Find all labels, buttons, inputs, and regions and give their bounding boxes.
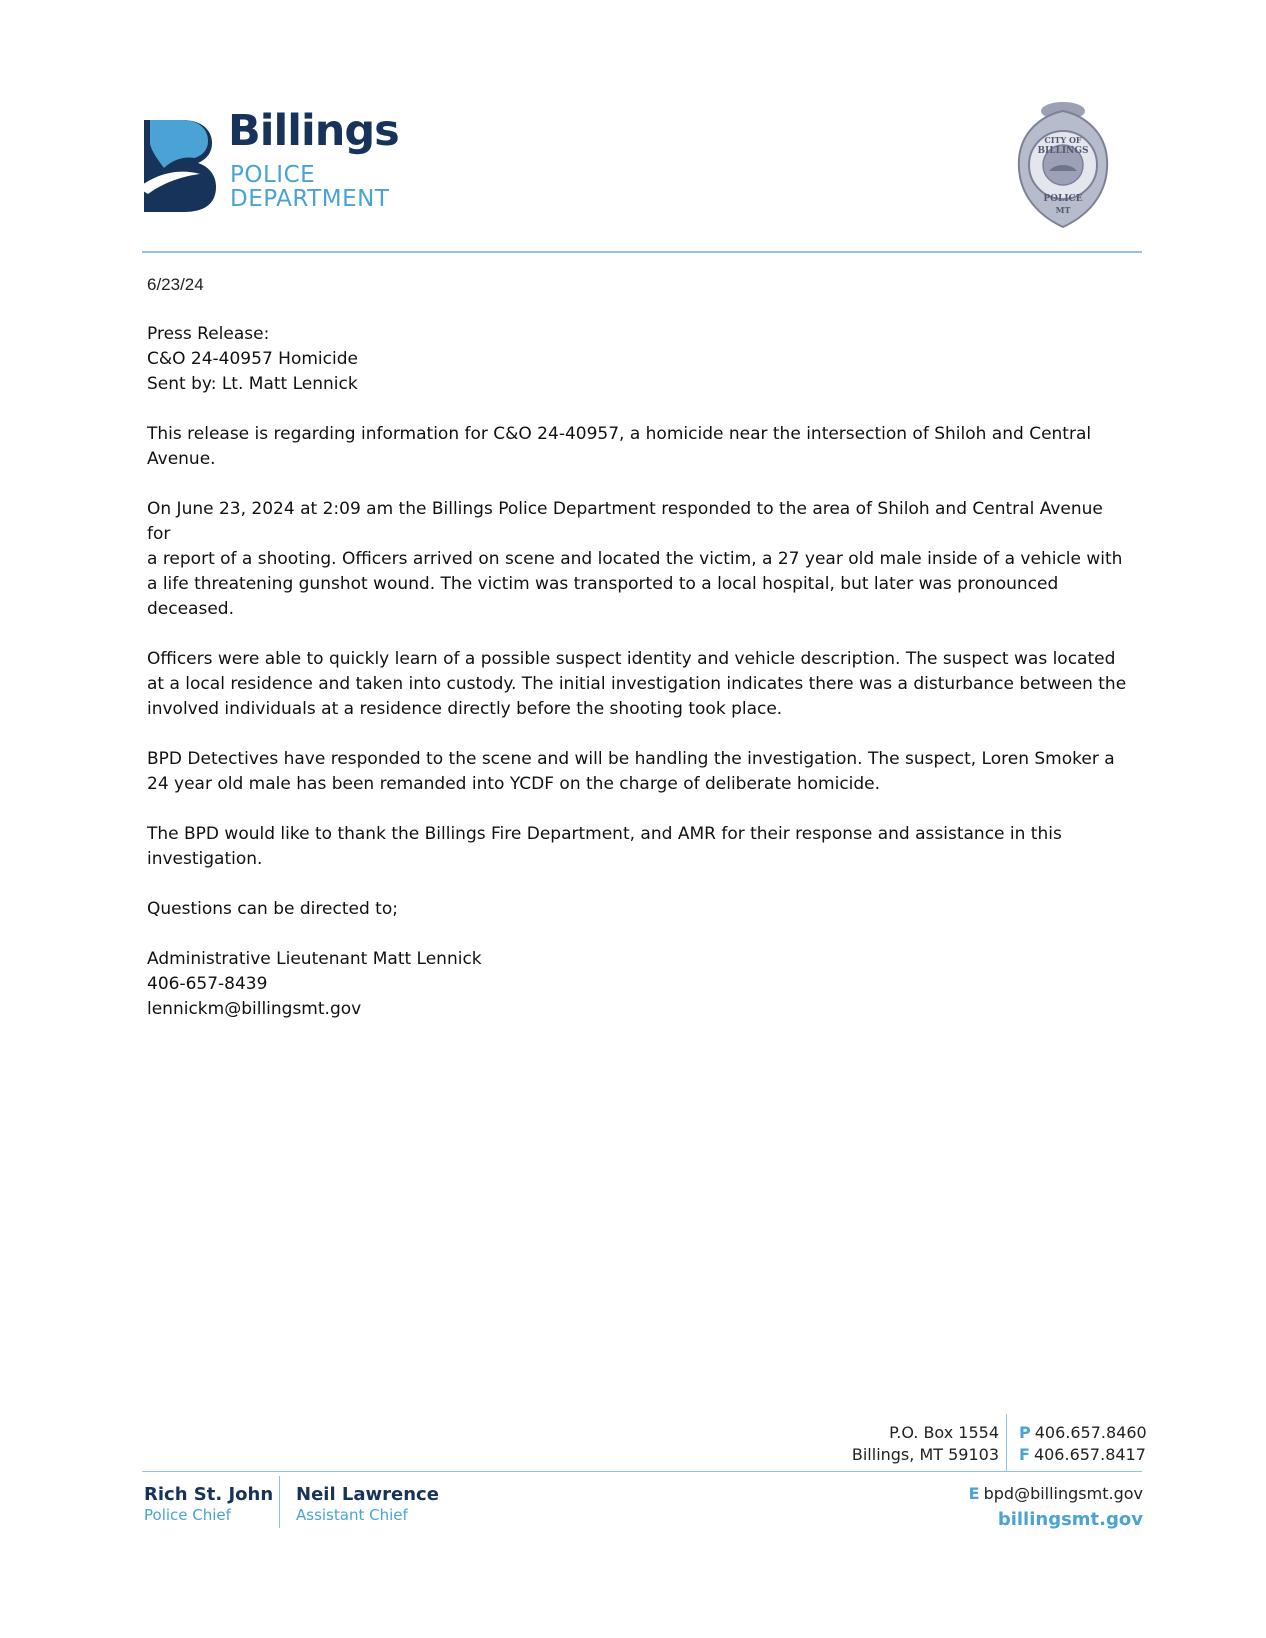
phone-label: P	[1019, 1423, 1031, 1442]
phone-fax-block	[1019, 1422, 1147, 1466]
svg-text:MT: MT	[1055, 205, 1071, 215]
text-line: involved individuals at a residence directly before the shooting took place.	[147, 699, 783, 719]
police-chief	[144, 1484, 273, 1524]
text-line: This release is regarding information for C&O 24-40957, a homicide near the intersection of Shiloh and Central	[147, 424, 1092, 444]
contact-name: Administrative Lieutenant Matt Lennick	[147, 949, 482, 969]
address-line: P.O. Box 1554	[889, 1423, 999, 1442]
contact-block	[147, 947, 1127, 1022]
fax-line	[1019, 1444, 1147, 1466]
fax-label: F	[1019, 1445, 1030, 1464]
chief-title: Police Chief	[144, 1506, 231, 1524]
text-line: The BPD would like to thank the Billings Fire Department, and AMR for their response and assistance in this	[147, 824, 1062, 844]
email-address[interactable]: bpd@billingsmt.gov	[983, 1484, 1143, 1503]
contact-email[interactable]: lennickm@billingsmt.gov	[147, 999, 362, 1019]
footer-divider-vertical	[279, 1476, 280, 1528]
assistant-title: Assistant Chief	[296, 1506, 408, 1524]
paragraph-questions	[147, 897, 1127, 922]
svg-text:BILLINGS: BILLINGS	[1037, 146, 1089, 156]
footer-divider-vertical	[1006, 1414, 1007, 1472]
website-link[interactable]: billingsmt.gov	[997, 1509, 1143, 1530]
svg-text:POLICE: POLICE	[1043, 194, 1083, 204]
text-line: at a local residence and taken into custody. The initial investigation indicates there was a disturbance between the	[147, 674, 1127, 694]
release-date: 6/23/24	[147, 275, 204, 294]
police-badge-icon	[1013, 97, 1113, 229]
department-logo	[138, 106, 418, 222]
text-line: a report of a shooting. Officers arrived on scene and located the victim, a 27 year old male inside of a vehicle with	[147, 549, 1123, 569]
paragraph-investigation	[147, 747, 1127, 797]
assistant-name: Neil Lawrence	[296, 1484, 439, 1505]
text-line: Officers were able to quickly learn of a possible suspect identity and vehicle description. The suspect was located	[147, 649, 1116, 669]
billings-b-logo-icon	[138, 116, 218, 214]
chief-name: Rich St. John	[144, 1484, 274, 1505]
paragraph-thanks	[147, 822, 1127, 872]
text-line: BPD Detectives have responded to the scene and will be handling the investigation. The suspect, Loren Smoker a	[147, 749, 1115, 769]
press-release-body	[147, 322, 1127, 1047]
mailing-address	[852, 1422, 999, 1466]
text-line: Questions can be directed to;	[147, 899, 398, 919]
logo-subtitle-department: DEPARTMENT	[230, 186, 390, 212]
email-label: E	[968, 1484, 980, 1503]
paragraph-incident	[147, 497, 1127, 622]
footer-divider	[142, 1471, 1142, 1472]
text-line: 24 year old male has been remanded into YCDF on the charge of deliberate homicide.	[147, 774, 881, 794]
footer-email	[969, 1484, 1143, 1503]
logo-subtitle-police: POLICE	[230, 162, 316, 188]
heading-line: C&O 24-40957 Homicide	[147, 349, 358, 369]
text-line: deceased.	[147, 599, 234, 619]
fax-number: 406.657.8417	[1033, 1445, 1146, 1464]
phone-line	[1019, 1422, 1147, 1444]
text-line: investigation.	[147, 849, 263, 869]
header-divider	[142, 251, 1142, 253]
paragraph-intro	[147, 422, 1127, 472]
phone-number[interactable]: 406.657.8460	[1034, 1423, 1147, 1442]
release-heading	[147, 322, 1127, 397]
text-line: a life threatening gunshot wound. The victim was transported to a local hospital, but later was pronounced	[147, 574, 1059, 594]
heading-line: Sent by: Lt. Matt Lennick	[147, 374, 358, 394]
svg-text:CITY OF: CITY OF	[1044, 135, 1082, 145]
text-line: Avenue.	[147, 449, 216, 469]
paragraph-suspect	[147, 647, 1127, 722]
address-line: Billings, MT 59103	[851, 1445, 999, 1464]
text-line: On June 23, 2024 at 2:09 am the Billings Police Department responded to the area of Shiloh and Central Avenue for	[147, 499, 1103, 544]
logo-name: Billings	[228, 106, 399, 156]
assistant-chief	[296, 1484, 439, 1524]
heading-line: Press Release:	[147, 324, 270, 344]
contact-phone: 406-657-8439	[147, 974, 268, 994]
